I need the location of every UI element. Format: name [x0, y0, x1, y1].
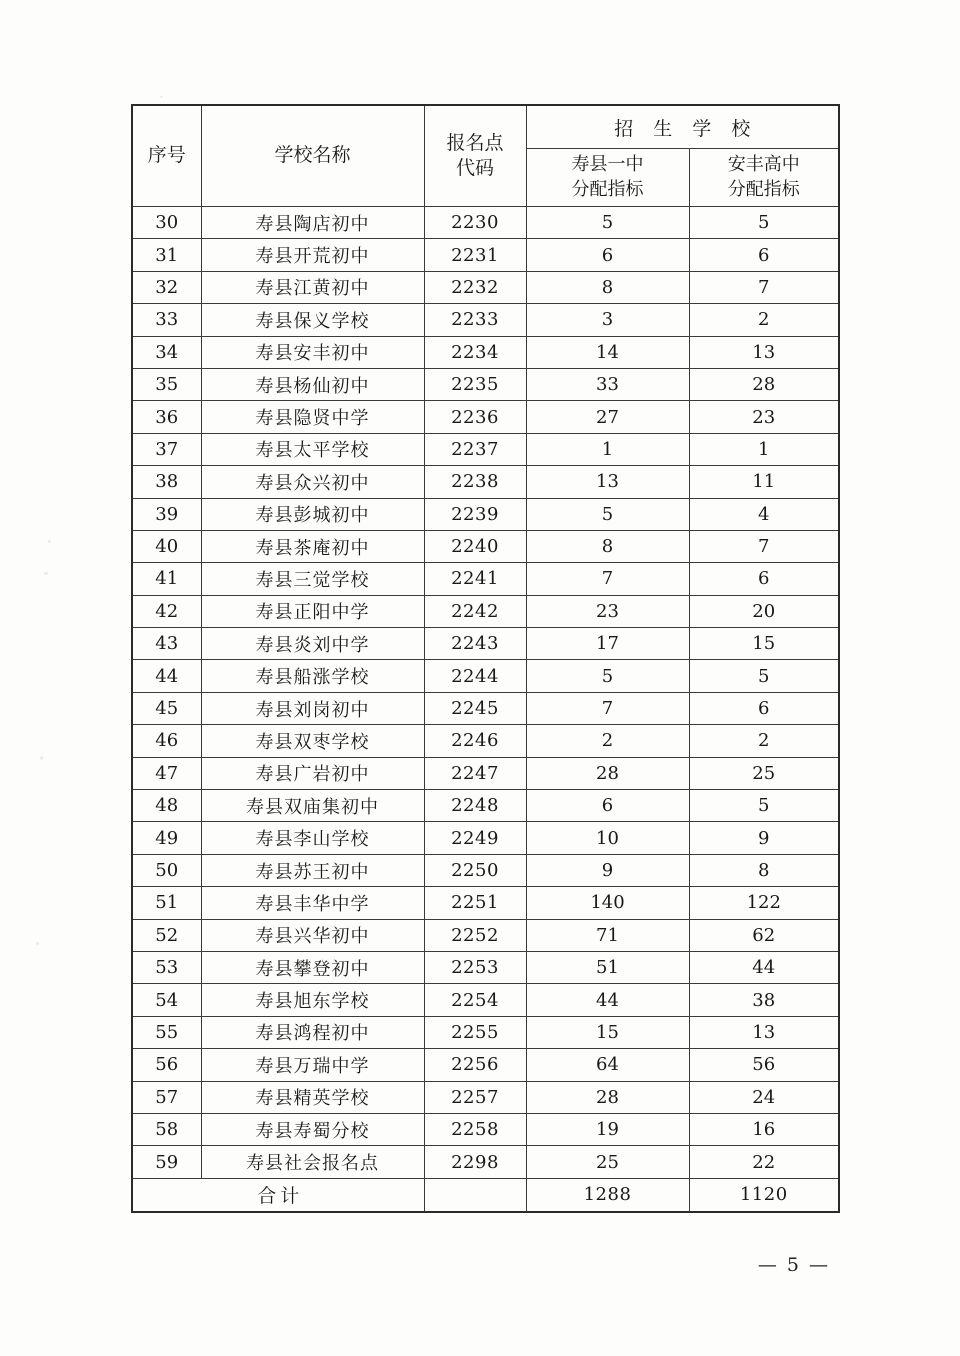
row-quota-shouxian-yizhong: 10 [526, 822, 689, 854]
row-index: 30 [132, 207, 201, 239]
row-school-name: 寿县旭东学校 [201, 984, 424, 1016]
row-school-name: 寿县陶店初中 [201, 207, 424, 239]
row-quota-shouxian-yizhong: 27 [526, 401, 689, 433]
table-row [132, 530, 839, 562]
row-school-name: 寿县丰华中学 [201, 887, 424, 919]
row-quota-shouxian-yizhong: 33 [526, 368, 689, 400]
table-row [132, 822, 839, 854]
row-index: 41 [132, 563, 201, 595]
row-quota-anfeng-gaozhong: 122 [689, 887, 839, 919]
header-shouxian-yizhong-quota [526, 149, 689, 207]
row-school-name: 寿县船涨学校 [201, 660, 424, 692]
row-school-name: 寿县双庙集初中 [201, 790, 424, 822]
table-row [132, 466, 839, 498]
row-quota-anfeng-gaozhong: 6 [689, 563, 839, 595]
row-index: 33 [132, 304, 201, 336]
table-row [132, 951, 839, 983]
row-code: 2247 [424, 757, 526, 789]
row-code: 2245 [424, 692, 526, 724]
row-code: 2246 [424, 725, 526, 757]
row-index: 43 [132, 628, 201, 660]
table-row [132, 660, 839, 692]
row-quota-shouxian-yizhong: 2 [526, 725, 689, 757]
allocation-table [131, 104, 840, 1213]
table-total-row [132, 1178, 839, 1212]
table-row [132, 336, 839, 368]
row-code: 2252 [424, 919, 526, 951]
row-quota-anfeng-gaozhong: 2 [689, 304, 839, 336]
row-quota-shouxian-yizhong: 7 [526, 692, 689, 724]
row-index: 52 [132, 919, 201, 951]
table-row [132, 433, 839, 465]
header-registration-code-line2: 代码 [455, 157, 494, 179]
row-quota-shouxian-yizhong: 3 [526, 304, 689, 336]
row-quota-shouxian-yizhong: 140 [526, 887, 689, 919]
row-quota-shouxian-yizhong: 5 [526, 498, 689, 530]
row-code: 2236 [424, 401, 526, 433]
row-quota-shouxian-yizhong: 23 [526, 595, 689, 627]
total-quota-anfeng-gaozhong: 1120 [689, 1178, 839, 1212]
row-quota-shouxian-yizhong: 44 [526, 984, 689, 1016]
row-quota-anfeng-gaozhong: 5 [689, 790, 839, 822]
row-quota-anfeng-gaozhong: 6 [689, 692, 839, 724]
row-code: 2235 [424, 368, 526, 400]
row-code: 2257 [424, 1081, 526, 1113]
header-registration-code-line1: 报名点 [446, 131, 504, 154]
row-quota-shouxian-yizhong: 6 [526, 790, 689, 822]
row-school-name: 寿县社会报名点 [201, 1146, 424, 1178]
table-row [132, 1081, 839, 1113]
row-index: 42 [132, 595, 201, 627]
table-row [132, 271, 839, 303]
scan-speckle [48, 540, 51, 543]
table-row [132, 692, 839, 724]
row-quota-shouxian-yizhong: 9 [526, 854, 689, 886]
row-index: 36 [132, 401, 201, 433]
row-quota-shouxian-yizhong: 28 [526, 757, 689, 789]
header-sub1-line2: 分配指标 [571, 178, 644, 200]
row-quota-anfeng-gaozhong: 2 [689, 725, 839, 757]
header-anfeng-gaozhong-quota [689, 149, 839, 207]
row-index: 56 [132, 1049, 201, 1081]
row-quota-anfeng-gaozhong: 62 [689, 919, 839, 951]
table-body [132, 207, 839, 1213]
row-quota-shouxian-yizhong: 64 [526, 1049, 689, 1081]
row-quota-anfeng-gaozhong: 38 [689, 984, 839, 1016]
row-quota-anfeng-gaozhong: 11 [689, 466, 839, 498]
row-school-name: 寿县双枣学校 [201, 725, 424, 757]
row-quota-shouxian-yizhong: 25 [526, 1146, 689, 1178]
table-row [132, 239, 839, 271]
scan-speckle [44, 572, 48, 575]
row-quota-anfeng-gaozhong: 7 [689, 530, 839, 562]
table-row [132, 207, 839, 239]
total-label: 合计 [132, 1178, 424, 1212]
row-index: 50 [132, 854, 201, 886]
header-registration-code [424, 105, 526, 207]
header-school-name: 学校名称 [201, 105, 424, 207]
row-code: 2243 [424, 628, 526, 660]
row-school-name: 寿县杨仙初中 [201, 368, 424, 400]
row-index: 58 [132, 1113, 201, 1145]
row-index: 39 [132, 498, 201, 530]
table-row [132, 854, 839, 886]
row-quota-shouxian-yizhong: 5 [526, 207, 689, 239]
row-index: 32 [132, 271, 201, 303]
row-code: 2234 [424, 336, 526, 368]
row-school-name: 寿县太平学校 [201, 433, 424, 465]
row-school-name: 寿县苏王初中 [201, 854, 424, 886]
table-row [132, 628, 839, 660]
row-code: 2230 [424, 207, 526, 239]
row-code: 2248 [424, 790, 526, 822]
row-quota-shouxian-yizhong: 14 [526, 336, 689, 368]
row-code: 2238 [424, 466, 526, 498]
row-index: 49 [132, 822, 201, 854]
row-quota-anfeng-gaozhong: 6 [689, 239, 839, 271]
row-quota-anfeng-gaozhong: 56 [689, 1049, 839, 1081]
row-code: 2232 [424, 271, 526, 303]
row-school-name: 寿县炎刘中学 [201, 628, 424, 660]
row-quota-anfeng-gaozhong: 5 [689, 207, 839, 239]
scan-speckle [36, 942, 39, 945]
table-row [132, 563, 839, 595]
row-index: 40 [132, 530, 201, 562]
row-quota-shouxian-yizhong: 8 [526, 271, 689, 303]
row-index: 57 [132, 1081, 201, 1113]
row-quota-shouxian-yizhong: 6 [526, 239, 689, 271]
row-quota-anfeng-gaozhong: 5 [689, 660, 839, 692]
row-quota-shouxian-yizhong: 5 [526, 660, 689, 692]
row-school-name: 寿县安丰初中 [201, 336, 424, 368]
allocation-table-container [131, 104, 838, 1213]
row-index: 38 [132, 466, 201, 498]
table-row [132, 1146, 839, 1178]
row-code: 2231 [424, 239, 526, 271]
header-sub2-line2: 分配指标 [727, 178, 800, 200]
row-quota-shouxian-yizhong: 51 [526, 951, 689, 983]
table-row [132, 401, 839, 433]
row-quota-shouxian-yizhong: 1 [526, 433, 689, 465]
row-quota-shouxian-yizhong: 8 [526, 530, 689, 562]
row-quota-anfeng-gaozhong: 13 [689, 336, 839, 368]
row-school-name: 寿县众兴初中 [201, 466, 424, 498]
row-code: 2240 [424, 530, 526, 562]
row-school-name: 寿县彭城初中 [201, 498, 424, 530]
table-row [132, 725, 839, 757]
row-school-name: 寿县精英学校 [201, 1081, 424, 1113]
table-row [132, 595, 839, 627]
table-row [132, 1049, 839, 1081]
row-quota-anfeng-gaozhong: 8 [689, 854, 839, 886]
table-row [132, 368, 839, 400]
row-school-name: 寿县三觉学校 [201, 563, 424, 595]
row-index: 31 [132, 239, 201, 271]
row-school-name: 寿县江黄初中 [201, 271, 424, 303]
row-index: 45 [132, 692, 201, 724]
row-school-name: 寿县鸿程初中 [201, 1016, 424, 1048]
table-row [132, 498, 839, 530]
row-school-name: 寿县茶庵初中 [201, 530, 424, 562]
table-row [132, 984, 839, 1016]
row-index: 35 [132, 368, 201, 400]
row-index: 51 [132, 887, 201, 919]
row-index: 55 [132, 1016, 201, 1048]
header-row-top [132, 105, 839, 149]
row-school-name: 寿县隐贤中学 [201, 401, 424, 433]
header-sub2-line1: 安丰高中 [727, 154, 800, 176]
row-code: 2255 [424, 1016, 526, 1048]
row-quota-anfeng-gaozhong: 20 [689, 595, 839, 627]
scan-speckle [40, 756, 43, 760]
row-school-name: 寿县刘岗初中 [201, 692, 424, 724]
row-quota-anfeng-gaozhong: 4 [689, 498, 839, 530]
row-quota-anfeng-gaozhong: 1 [689, 433, 839, 465]
table-row [132, 1113, 839, 1145]
table-row [132, 919, 839, 951]
row-code: 2249 [424, 822, 526, 854]
row-code: 2251 [424, 887, 526, 919]
total-code-empty [424, 1178, 526, 1212]
row-quota-shouxian-yizhong: 7 [526, 563, 689, 595]
row-index: 44 [132, 660, 201, 692]
row-code: 2254 [424, 984, 526, 1016]
row-quota-shouxian-yizhong: 17 [526, 628, 689, 660]
row-school-name: 寿县保义学校 [201, 304, 424, 336]
row-index: 34 [132, 336, 201, 368]
row-index: 59 [132, 1146, 201, 1178]
row-code: 2233 [424, 304, 526, 336]
row-index: 46 [132, 725, 201, 757]
row-code: 2258 [424, 1113, 526, 1145]
header-index: 序号 [132, 105, 201, 207]
row-code: 2239 [424, 498, 526, 530]
row-school-name: 寿县万瑞中学 [201, 1049, 424, 1081]
row-index: 53 [132, 951, 201, 983]
row-quota-anfeng-gaozhong: 16 [689, 1113, 839, 1145]
row-school-name: 寿县广岩初中 [201, 757, 424, 789]
row-quota-shouxian-yizhong: 19 [526, 1113, 689, 1145]
table-row [132, 887, 839, 919]
scan-speckle [160, 96, 163, 98]
row-index: 37 [132, 433, 201, 465]
total-quota-shouxian-yizhong: 1288 [526, 1178, 689, 1212]
row-quota-shouxian-yizhong: 71 [526, 919, 689, 951]
row-code: 2244 [424, 660, 526, 692]
row-quota-anfeng-gaozhong: 24 [689, 1081, 839, 1113]
row-quota-anfeng-gaozhong: 9 [689, 822, 839, 854]
row-quota-anfeng-gaozhong: 7 [689, 271, 839, 303]
row-quota-anfeng-gaozhong: 44 [689, 951, 839, 983]
header-sub1-line1: 寿县一中 [571, 154, 644, 176]
row-quota-anfeng-gaozhong: 28 [689, 368, 839, 400]
row-quota-anfeng-gaozhong: 15 [689, 628, 839, 660]
header-admitting-schools-group: 招 生 学 校 [526, 105, 839, 149]
table-header [132, 105, 839, 207]
row-school-name: 寿县李山学校 [201, 822, 424, 854]
row-index: 48 [132, 790, 201, 822]
row-quota-shouxian-yizhong: 28 [526, 1081, 689, 1113]
row-quota-anfeng-gaozhong: 23 [689, 401, 839, 433]
row-code: 2298 [424, 1146, 526, 1178]
row-quota-shouxian-yizhong: 13 [526, 466, 689, 498]
row-school-name: 寿县攀登初中 [201, 951, 424, 983]
row-school-name: 寿县寿蜀分校 [201, 1113, 424, 1145]
row-index: 54 [132, 984, 201, 1016]
row-quota-anfeng-gaozhong: 13 [689, 1016, 839, 1048]
row-code: 2237 [424, 433, 526, 465]
row-code: 2241 [424, 563, 526, 595]
row-code: 2250 [424, 854, 526, 886]
row-code: 2256 [424, 1049, 526, 1081]
table-row [132, 304, 839, 336]
row-quota-anfeng-gaozhong: 22 [689, 1146, 839, 1178]
table-row [132, 1016, 839, 1048]
table-row [132, 790, 839, 822]
row-quota-shouxian-yizhong: 15 [526, 1016, 689, 1048]
row-code: 2242 [424, 595, 526, 627]
row-quota-anfeng-gaozhong: 25 [689, 757, 839, 789]
row-school-name: 寿县开荒初中 [201, 239, 424, 271]
row-school-name: 寿县正阳中学 [201, 595, 424, 627]
row-index: 47 [132, 757, 201, 789]
row-code: 2253 [424, 951, 526, 983]
table-row [132, 757, 839, 789]
row-school-name: 寿县兴华初中 [201, 919, 424, 951]
page-number: — 5 — [757, 1254, 830, 1276]
